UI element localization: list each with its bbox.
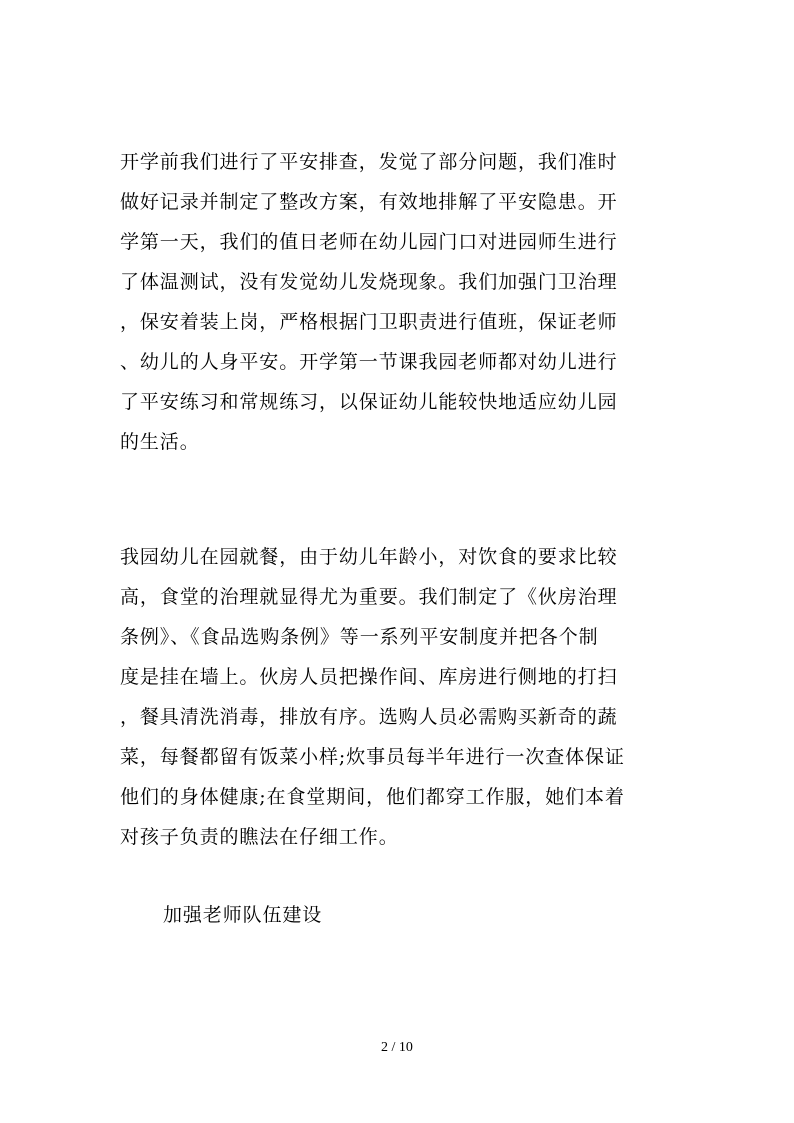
paragraph-safety-check <box>120 142 660 462</box>
text-line: 学第一天，我们的值日老师在幼儿园门口对进园师生进行 <box>120 231 618 253</box>
text-line: 做好记录并制定了整改方案，有效地排解了平安隐患。开 <box>120 191 618 213</box>
text-line: 了体温测试，没有发觉幼儿发烧现象。我们加强门卫治理 <box>120 271 618 293</box>
text-line: 度是挂在墙上。伙房人员把操作间、库房进行侧地的打扫 <box>120 666 618 688</box>
text-line: 高，食堂的治理就显得尤为重要。我们制定了《伙房治理 <box>120 586 618 608</box>
section-heading: 加强老师队伍建设 <box>163 904 323 926</box>
text-line: 、幼儿的人身平安。开学第一节课我园老师都对幼儿进行 <box>120 351 618 373</box>
text-line: ，餐具清洗消毒，排放有序。选购人员必需购买新奇的蔬 <box>120 706 618 728</box>
text-line: 条例》、《食品选购条例》等一系列平安制度并把各个制 <box>120 626 599 648</box>
text-line: 的生活。 <box>120 431 200 453</box>
text-line: 开学前我们进行了平安排查，发觉了部分问题，我们准时 <box>120 151 618 173</box>
page-number: 2 / 10 <box>381 1040 413 1055</box>
text-line: 他们的身体健康;在食堂期间，他们都穿工作服，她们本着 <box>120 786 625 808</box>
text-line: 菜，每餐都留有饭菜小样;炊事员每半年进行一次查体保证 <box>120 746 625 768</box>
text-line: 对孩子负责的瞧法在仔细工作。 <box>120 826 399 848</box>
text-line: ，保安着装上岗，严格根据门卫职责进行值班，保证老师 <box>120 311 618 333</box>
paragraph-canteen <box>120 537 660 857</box>
text-line: 我园幼儿在园就餐，由于幼儿年龄小，对饮食的要求比较 <box>120 546 618 568</box>
text-line: 了平安练习和常规练习，以保证幼儿能较快地适应幼儿园 <box>120 391 618 413</box>
